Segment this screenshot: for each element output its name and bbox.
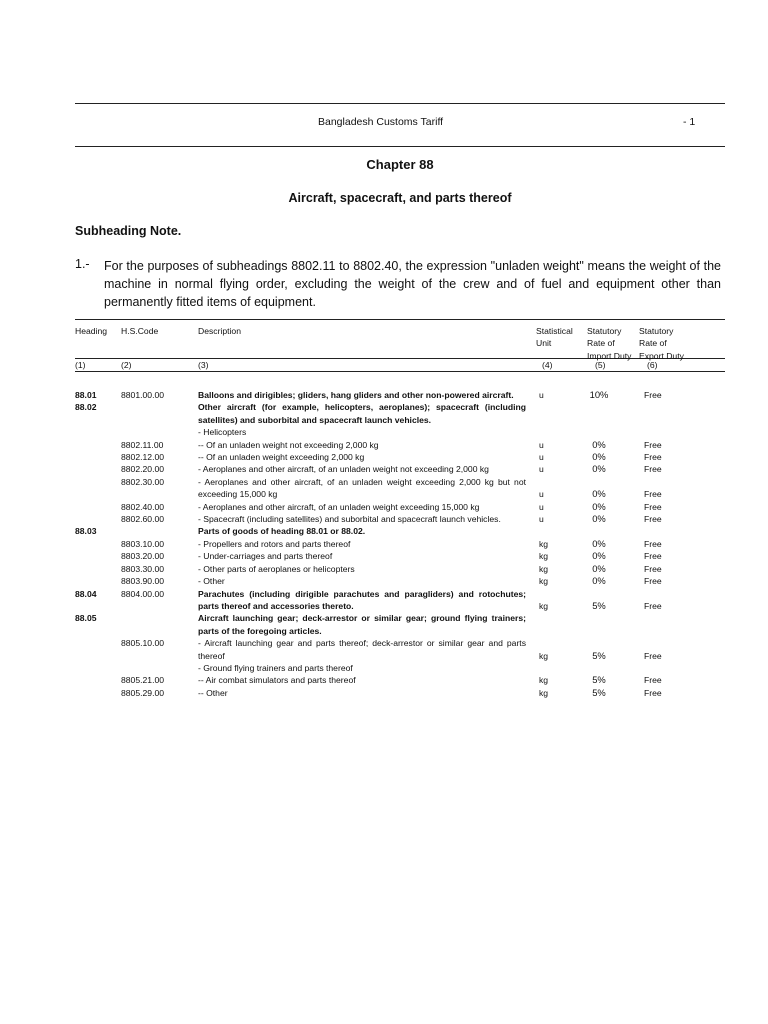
row-description: Parts of goods of heading 88.01 or 88.02. xyxy=(198,526,366,537)
chapter-subtitle: Aircraft, spacecraft, and parts thereof xyxy=(288,191,512,205)
row-import-duty: 5% xyxy=(592,599,606,611)
row-description: -- Of an unladen weight not exceeding 2,000 kg xyxy=(198,439,379,450)
header-top-rule xyxy=(75,103,725,104)
row-hs-code: 8804.00.00 xyxy=(121,588,165,599)
row-description: - Aircraft launching gear and parts thereof; deck-arrestor or similar gear and parts thereof xyxy=(198,638,526,661)
table-row xyxy=(75,389,725,401)
row-export-duty: Free xyxy=(644,650,662,661)
row-statistical-unit: kg xyxy=(539,551,549,562)
row-statistical-unit: u xyxy=(539,464,544,475)
col-number-4: (4) xyxy=(542,360,553,370)
note-number: 1.- xyxy=(75,257,90,271)
row-statistical-unit: kg xyxy=(539,687,549,698)
row-hs-code: 8802.20.00 xyxy=(121,464,165,475)
row-export-duty: Free xyxy=(644,563,662,574)
header-bottom-rule xyxy=(75,146,725,147)
row-description: Aircraft launching gear; deck-arrestor or similar gear; ground flying trainers; parts of the foregoing articles. xyxy=(198,613,526,636)
row-statistical-unit: kg xyxy=(539,650,549,661)
row-description: Parachutes (including dirigible parachutes and paragliders) and rotochutes; parts thereof and accessories thereto. xyxy=(198,588,526,611)
col-import-label-line2: Rate of xyxy=(587,338,615,349)
row-statistical-unit: u xyxy=(539,390,544,400)
table-row xyxy=(75,401,725,426)
table-row xyxy=(75,550,725,562)
row-description: -- Of an unladen weight exceeding 2,000 kg xyxy=(198,452,365,463)
row-export-duty: Free xyxy=(644,452,662,463)
row-export-duty: Free xyxy=(644,489,662,500)
row-description: -- Air combat simulators and parts thereof xyxy=(198,675,356,686)
table-row xyxy=(75,612,725,637)
row-import-duty: 5% xyxy=(592,649,606,661)
col-unit-label xyxy=(536,325,573,350)
row-import-duty: 5% xyxy=(592,686,606,698)
header-title: Bangladesh Customs Tariff xyxy=(318,116,444,128)
table-row xyxy=(75,513,725,525)
row-export-duty: Free xyxy=(644,464,662,475)
row-description: -- Other xyxy=(198,687,228,698)
row-hs-code: 8803.30.00 xyxy=(121,563,165,574)
table-row xyxy=(75,463,725,475)
row-export-duty: Free xyxy=(644,687,662,698)
row-export-duty: Free xyxy=(644,501,662,512)
row-export-duty: Free xyxy=(644,600,662,611)
row-import-duty: 5% xyxy=(592,674,606,686)
row-export-duty: Free xyxy=(644,576,662,587)
row-hs-code: 8803.10.00 xyxy=(121,538,165,549)
row-export-duty: Free xyxy=(644,439,662,450)
table-row xyxy=(75,674,725,686)
table-row xyxy=(75,439,725,451)
row-hs-code: 8802.11.00 xyxy=(121,439,164,450)
row-description: Other aircraft (for example, helicopters, aeroplanes); spacecraft (including satellites) and suborbital and spacecraft launch vehicles. xyxy=(198,402,526,425)
col-import-label-line1: Statutory xyxy=(587,326,622,336)
table-row xyxy=(75,588,725,613)
row-statistical-unit: u xyxy=(539,439,544,450)
table-row xyxy=(75,563,725,575)
col-export-label-line1: Statutory xyxy=(639,326,674,336)
col-heading-label: Heading xyxy=(75,326,108,336)
row-description: - Aeroplanes and other aircraft, of an unladen weight not exceeding 2,000 kg xyxy=(198,464,489,475)
table-row xyxy=(75,575,725,587)
column-number-row xyxy=(75,359,725,372)
row-import-duty: 10% xyxy=(589,389,609,400)
row-statistical-unit: u xyxy=(539,514,544,525)
row-import-duty: 0% xyxy=(592,463,606,475)
row-description: - Spacecraft (including satellites) and suborbital and spacecraft launch vehicles. xyxy=(198,514,501,525)
table-row xyxy=(75,451,725,463)
row-statistical-unit: kg xyxy=(539,563,549,574)
row-description: - Helicopters xyxy=(198,427,247,438)
row-description: - Propellers and rotors and parts thereof xyxy=(198,538,351,549)
row-hs-code: 8805.21.00 xyxy=(121,675,165,686)
row-export-duty: Free xyxy=(644,675,662,686)
col-hscode-label: H.S.Code xyxy=(121,326,159,336)
row-statistical-unit: kg xyxy=(539,576,549,587)
subheading-note-title: Subheading Note. xyxy=(75,224,182,238)
row-import-duty: 0% xyxy=(592,562,606,574)
row-description: - Under-carriages and parts thereof xyxy=(198,551,333,562)
row-export-duty: Free xyxy=(644,390,662,400)
row-heading: 88.05 xyxy=(75,613,97,624)
header-page-number: - 1 xyxy=(683,116,696,128)
row-import-duty: 0% xyxy=(592,488,606,500)
row-hs-code: 8805.10.00 xyxy=(121,638,165,649)
row-import-duty: 0% xyxy=(592,550,606,562)
col-unit-label-line1: Statistical xyxy=(536,326,573,336)
row-hs-code: 8803.20.00 xyxy=(121,551,165,562)
row-import-duty: 0% xyxy=(592,438,606,450)
row-hs-code: 8805.29.00 xyxy=(121,687,165,698)
row-export-duty: Free xyxy=(644,551,662,562)
row-statistical-unit: u xyxy=(539,452,544,463)
row-description: - Aeroplanes and other aircraft, of an unladen weight exceeding 15,000 kg xyxy=(198,501,480,512)
note-text: For the purposes of subheadings 8802.11 to 8802.40, the expression "unladen weight" means the weight of the machine in normal flying order, excluding the weight of the crew and of fuel and equipment other than permanently fitted items of equipment. xyxy=(104,259,721,309)
row-statistical-unit: u xyxy=(539,501,544,512)
row-hs-code: 8802.12.00 xyxy=(121,452,165,463)
row-export-duty: Free xyxy=(644,538,662,549)
row-statistical-unit: kg xyxy=(539,538,549,549)
row-statistical-unit: kg xyxy=(539,675,549,686)
row-description: - Aeroplanes and other aircraft, of an unladen weight exceeding 2,000 kg but not exceeding 15,000 kg xyxy=(198,476,526,500)
row-import-duty: 0% xyxy=(592,575,606,587)
col-import-label xyxy=(587,325,631,362)
table-body xyxy=(75,389,725,699)
row-statistical-unit: kg xyxy=(539,600,549,611)
table-row xyxy=(75,476,725,501)
row-hs-code: 8802.60.00 xyxy=(121,514,165,525)
col-number-6: (6) xyxy=(647,360,658,370)
row-import-duty: 0% xyxy=(592,500,606,512)
table-header xyxy=(75,319,725,359)
row-hs-code: 8802.30.00 xyxy=(121,476,165,487)
table-row xyxy=(75,637,725,662)
row-heading: 88.02 xyxy=(75,402,97,413)
row-import-duty: 0% xyxy=(592,451,606,463)
col-description-label: Description xyxy=(198,326,241,336)
col-unit-label-line2: Unit xyxy=(536,338,552,349)
col-number-3: (3) xyxy=(198,360,209,370)
col-number-2: (2) xyxy=(121,360,132,370)
chapter-title: Chapter 88 xyxy=(366,157,434,172)
table-row xyxy=(75,687,725,699)
row-statistical-unit: u xyxy=(539,489,544,500)
row-description: Balloons and dirigibles; gliders, hang gliders and other non-powered aircraft. xyxy=(198,390,514,400)
col-number-5: (5) xyxy=(595,360,606,370)
row-hs-code: 8802.40.00 xyxy=(121,501,165,512)
col-import-label-line3: Import Duty xyxy=(587,350,632,361)
row-export-duty: Free xyxy=(644,514,662,525)
row-import-duty: 0% xyxy=(592,537,606,549)
row-heading: 88.03 xyxy=(75,526,97,537)
row-import-duty: 0% xyxy=(592,513,606,525)
col-export-label xyxy=(639,325,684,362)
col-export-label-line3: Export Duty xyxy=(639,350,684,361)
table-row xyxy=(75,538,725,550)
table-row xyxy=(75,426,725,438)
row-hs-code: 8801.00.00 xyxy=(121,390,165,400)
row-heading: 88.04 xyxy=(75,588,97,599)
row-heading: 88.01 xyxy=(75,390,97,400)
row-description: - Other xyxy=(198,576,225,587)
col-export-label-line2: Rate of xyxy=(639,338,667,349)
tariff-table xyxy=(75,319,725,699)
table-row xyxy=(75,525,725,537)
row-hs-code: 8803.90.00 xyxy=(121,576,165,587)
col-number-1: (1) xyxy=(75,360,86,370)
table-row xyxy=(75,662,725,674)
row-description: - Other parts of aeroplanes or helicopters xyxy=(198,563,355,574)
row-description: - Ground flying trainers and parts thereof xyxy=(198,662,353,673)
table-row xyxy=(75,501,725,513)
